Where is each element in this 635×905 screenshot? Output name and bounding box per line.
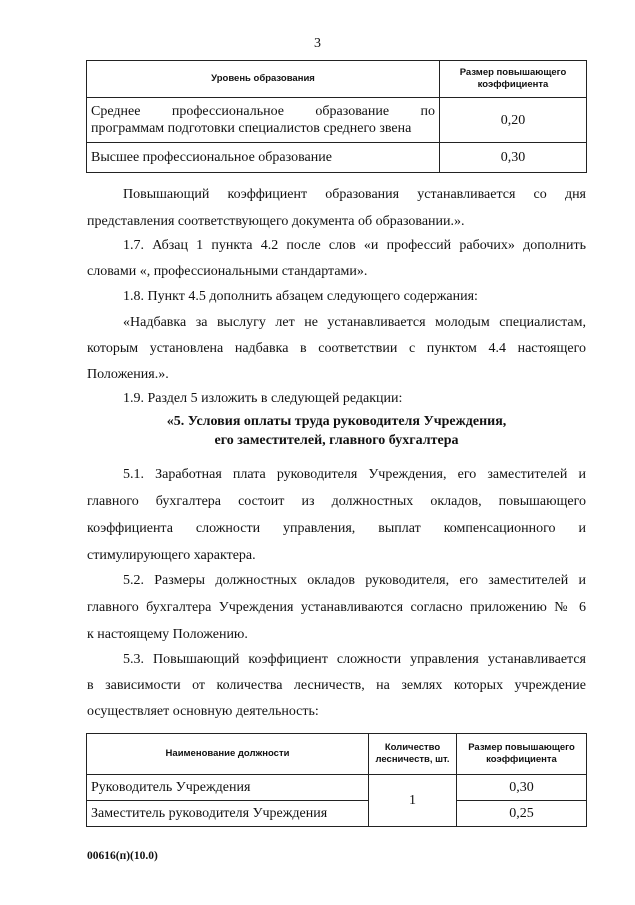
- text-line: 1.7. Абзац 1 пункта 4.2 после слов «и профессий рабочих» дополнить: [123, 238, 586, 253]
- position-cell: Заместитель руководителя Учреждения: [87, 801, 369, 827]
- education-level-line: программам подготовки специалистов среднего звена: [91, 121, 412, 136]
- paragraph-1-9: [87, 386, 586, 412]
- header-coefficient: Размер повышающего коэффициента: [457, 734, 587, 775]
- page-number: 3: [314, 36, 321, 51]
- text-line: Повышающий коэффициент образования устанавливается со дня: [123, 187, 586, 202]
- education-level-cell: Высшее профессиональное образование: [87, 143, 440, 173]
- text-line: коэффициента сложности управления, выплат компенсационного и: [87, 521, 586, 536]
- education-level-cell: [87, 98, 440, 143]
- coefficient-cell: 0,30: [440, 143, 587, 173]
- table-header-row: [87, 61, 587, 98]
- text-line: 5.1. Заработная плата руководителя Учреждения, его заместителей и: [123, 467, 586, 482]
- position-cell: Руководитель Учреждения: [87, 775, 369, 801]
- table-row: [87, 801, 587, 827]
- header-forestry-count: Количество лесничеств, шт.: [369, 734, 457, 775]
- header-education-level: Уровень образования: [87, 61, 440, 98]
- coefficient-cell: 0,20: [440, 98, 587, 143]
- paragraph-seniority-bonus: [87, 310, 586, 388]
- text-line: 5.3. Повышающий коэффициент сложности управления устанавливается: [123, 652, 586, 667]
- text-line: осуществляет основную деятельность:: [87, 704, 319, 719]
- management-coefficient-table: [86, 733, 587, 827]
- coefficient-cell: 0,25: [457, 801, 587, 827]
- table-row: [87, 775, 587, 801]
- paragraph-1-7: [87, 233, 586, 285]
- document-code: 00616(п)(10.0): [87, 850, 158, 862]
- text-line: словами «, профессиональными стандартами».: [87, 264, 368, 279]
- forestry-count-cell: 1: [369, 775, 457, 827]
- header-position: Наименование должности: [87, 734, 369, 775]
- education-level-line: Среднее профессиональное образование по: [91, 104, 435, 119]
- paragraph-education-coefficient: [87, 181, 586, 235]
- table-row: [87, 143, 587, 173]
- header-coefficient: Размер повышающего коэффициента: [440, 61, 587, 98]
- heading-line: его заместителей, главного бухгалтера: [214, 433, 459, 448]
- text-line: в зависимости от количества лесничеств, на землях которых учреждение: [87, 678, 586, 693]
- section-5-heading: [87, 412, 586, 450]
- table-header-row: [87, 734, 587, 775]
- text-line: 5.2. Размеры должностных окладов руководителя, его заместителей и: [123, 573, 586, 588]
- text-line: главного бухгалтера Учреждения устанавливаются согласно приложению № 6: [87, 600, 586, 615]
- text-line: стимулирующего характера.: [87, 548, 256, 563]
- education-coefficient-table: [86, 60, 587, 173]
- text-line: которым установлена надбавка в соответствии с пунктом 4.4 настоящего: [87, 341, 586, 356]
- text-line: «Надбавка за выслугу лет не устанавливается молодым специалистам,: [123, 315, 586, 330]
- text-line: представления соответствующего документа об образовании.».: [87, 214, 465, 229]
- text-line: 1.9. Раздел 5 изложить в следующей редакции:: [123, 391, 403, 406]
- paragraph-5-1: [87, 461, 586, 569]
- text-line: главного бухгалтера состоит из должностных окладов, повышающего: [87, 494, 586, 509]
- text-line: Положения.».: [87, 367, 169, 382]
- coefficient-cell: 0,30: [457, 775, 587, 801]
- paragraph-5-2: [87, 567, 586, 648]
- text-line: к настоящему Положению.: [87, 627, 248, 642]
- text-line: 1.8. Пункт 4.5 дополнить абзацем следующего содержания:: [123, 289, 478, 304]
- table-row: [87, 98, 587, 143]
- paragraph-5-3: [87, 647, 586, 725]
- heading-line: «5. Условия оплаты труда руководителя Учреждения,: [166, 414, 507, 429]
- paragraph-1-8: [87, 284, 586, 310]
